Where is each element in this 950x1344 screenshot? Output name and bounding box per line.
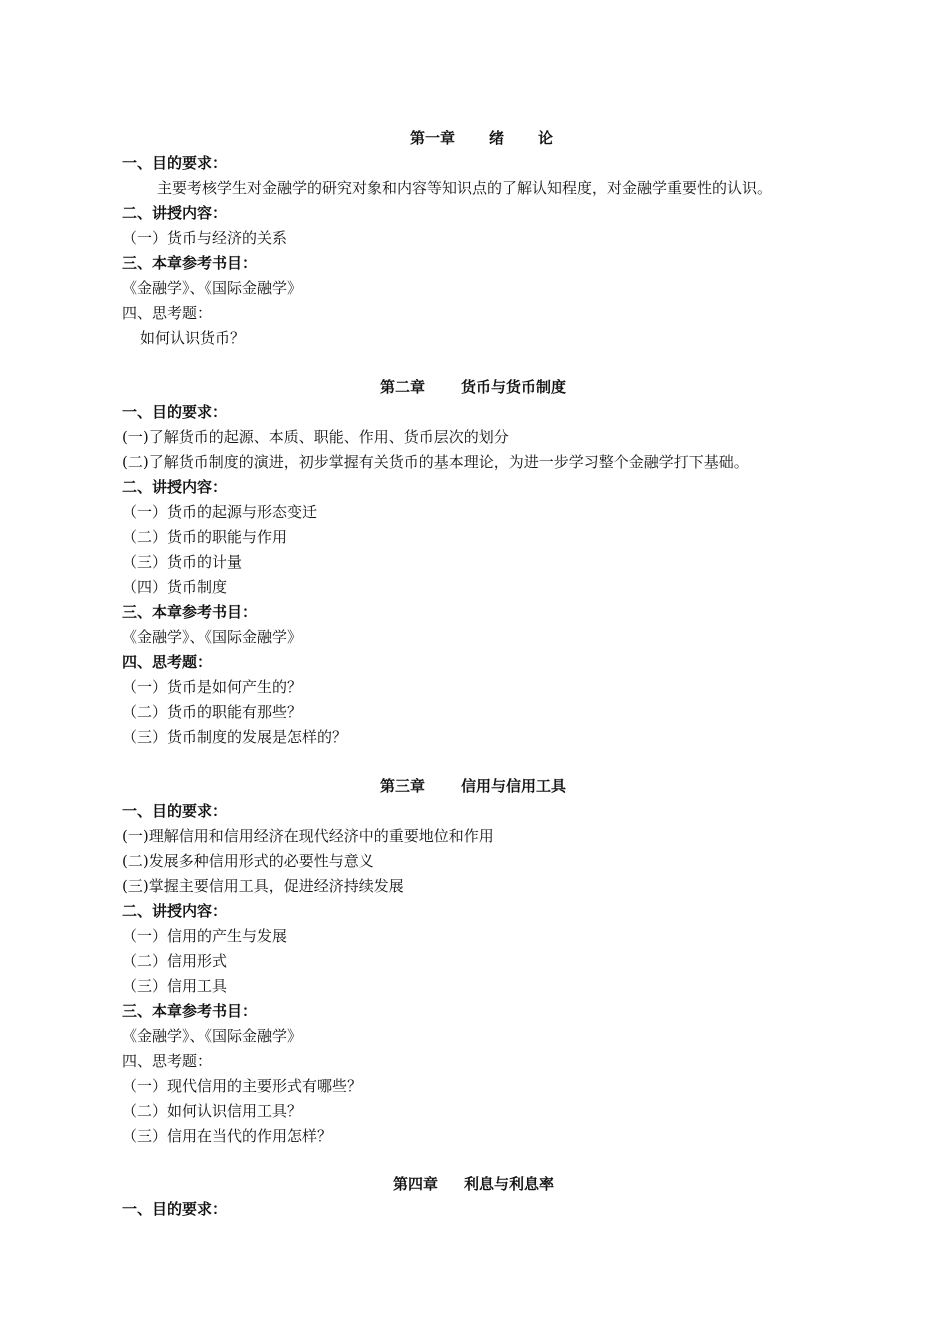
chapter-2-section-objectives: 一、目的要求： xyxy=(122,403,228,421)
chapter-1-name-part-1: 绪 xyxy=(489,129,505,147)
chapter-1-section-content: 二、讲授内容： xyxy=(122,204,228,222)
chapter-1-section-objectives: 一、目的要求： xyxy=(122,154,228,172)
chapter-2-title xyxy=(380,377,566,397)
chapter-2-reference-books: 《金融学》、《国际金融学》 xyxy=(122,628,303,646)
chapter-3-question-1: （一）现代信用的主要形式有哪些？ xyxy=(122,1077,363,1095)
chapter-1-question: 如何认识货币？ xyxy=(140,329,246,347)
chapter-3-content-item-2: （二）信用形式 xyxy=(122,952,228,970)
chapter-1-objective-text: 主要考核学生对金融学的研究对象和内容等知识点的了解认知程度，对金融学重要性的认识。 xyxy=(157,179,773,197)
chapter-2-name: 货币与货币制度 xyxy=(461,378,567,396)
chapter-2-objective-2: (二)了解货币制度的演进，初步掌握有关货币的基本理论，为进一步学习整个金融学打下基础。 xyxy=(122,453,749,471)
chapter-1-section-references: 三、本章参考书目： xyxy=(122,254,258,272)
chapter-3-section-content: 二、讲授内容： xyxy=(122,902,228,920)
chapter-2-number: 第二章 xyxy=(380,378,426,396)
chapter-3-number: 第三章 xyxy=(380,777,426,795)
chapter-2-section-questions: 四、思考题： xyxy=(122,653,213,671)
chapter-3-content-item-3: （三）信用工具 xyxy=(122,977,228,995)
chapter-2-content-item-3: （三）货币的计量 xyxy=(122,553,243,571)
chapter-3-section-objectives: 一、目的要求： xyxy=(122,802,228,820)
chapter-2-question-1: （一）货币是如何产生的？ xyxy=(122,678,303,696)
chapter-3-name: 信用与信用工具 xyxy=(461,777,567,795)
chapter-3-title xyxy=(380,776,566,796)
chapter-1-reference-books: 《金融学》、《国际金融学》 xyxy=(122,279,303,297)
chapter-1-content-item: （一）货币与经济的关系 xyxy=(122,229,288,247)
chapter-2-content-item-2: （二）货币的职能与作用 xyxy=(122,528,288,546)
chapter-3-content-item-1: （一）信用的产生与发展 xyxy=(122,927,288,945)
chapter-3-question-3: （三）信用在当代的作用怎样？ xyxy=(122,1127,333,1145)
chapter-3-question-2: （二）如何认识信用工具？ xyxy=(122,1102,303,1120)
chapter-2-question-3: （三）货币制度的发展是怎样的？ xyxy=(122,728,348,746)
chapter-3-section-references: 三、本章参考书目： xyxy=(122,1002,258,1020)
chapter-4-title xyxy=(393,1174,554,1194)
chapter-2-content-item-4: （四）货币制度 xyxy=(122,578,228,596)
chapter-1-name-part-2: 论 xyxy=(538,129,554,147)
chapter-4-name: 利息与利息率 xyxy=(464,1175,555,1193)
chapter-2-content-item-1: （一）货币的起源与形态变迁 xyxy=(122,503,318,521)
chapter-3-objective-2: (二)发展多种信用形式的必要性与意义 xyxy=(122,852,374,870)
chapter-2-question-2: （二）货币的职能有那些？ xyxy=(122,703,303,721)
chapter-3-objective-1: (一)理解信用和信用经济在现代经济中的重要地位和作用 xyxy=(122,827,494,845)
chapter-1-section-questions: 四、思考题： xyxy=(122,304,213,322)
chapter-2-section-references: 三、本章参考书目： xyxy=(122,603,258,621)
chapter-1-title xyxy=(410,128,553,148)
chapter-1-number: 第一章 xyxy=(410,129,456,147)
chapter-3-objective-3: (三)掌握主要信用工具，促进经济持续发展 xyxy=(122,877,404,895)
chapter-3-reference-books: 《金融学》、《国际金融学》 xyxy=(122,1027,303,1045)
chapter-4-section-objectives: 一、目的要求： xyxy=(122,1200,228,1218)
chapter-4-number: 第四章 xyxy=(393,1175,439,1193)
chapter-2-objective-1: (一)了解货币的起源、本质、职能、作用、货币层次的划分 xyxy=(122,428,509,446)
chapter-3-section-questions: 四、思考题： xyxy=(122,1052,213,1070)
chapter-2-section-content: 二、讲授内容： xyxy=(122,478,228,496)
